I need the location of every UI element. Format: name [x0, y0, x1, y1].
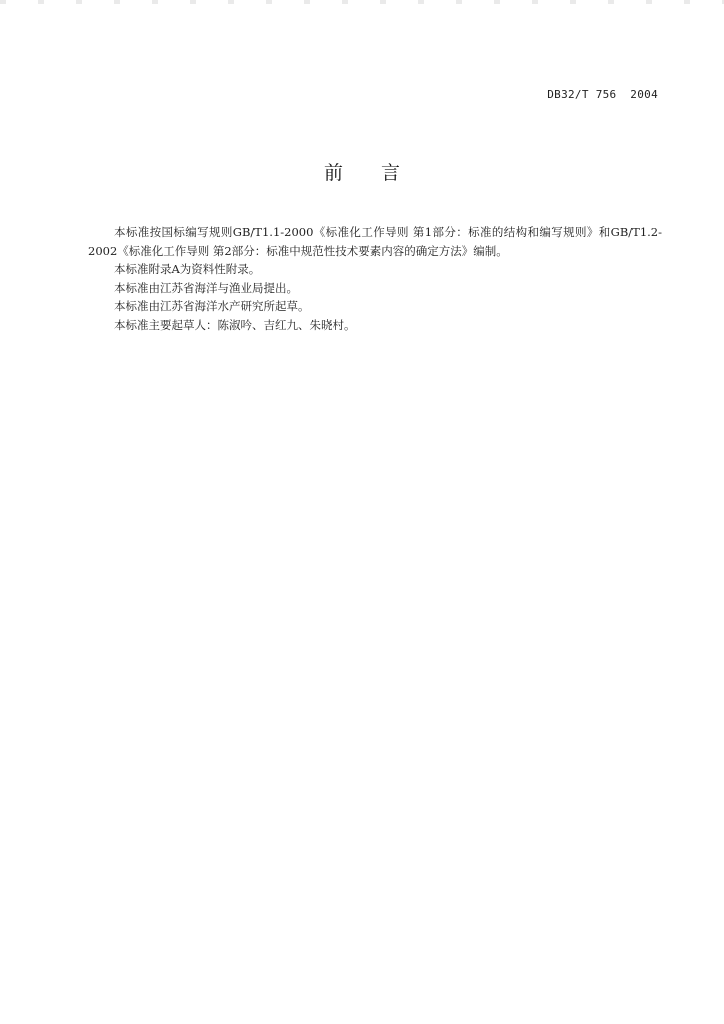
page-title: 前言 [323, 162, 438, 184]
paragraph-proposer: 本标准由江苏省海洋与渔业局提出。 [114, 280, 298, 295]
scan-edge-artifact [0, 0, 724, 4]
paragraph-drafters: 本标准主要起草人：陈淑吟、吉红九、朱晓村。 [114, 317, 356, 332]
paragraph-drafting-rules: 本标准按国标编写规则GB/T1.1-2000《标准化工作导则 第1部分：标准的结构和编写规则》和GB/T1.2-2002《标准化工作导则 第2部分：标准中规范性技术要素内容的确定方法》编制。 [88, 225, 662, 258]
paragraph-appendix: 本标准附录A为资料性附录。 [114, 262, 261, 276]
standard-code: DB32/T 756 2004 [547, 88, 658, 101]
paragraph-drafter-org: 本标准由江苏省海洋水产研究所起草。 [114, 299, 310, 313]
foreword-body [88, 223, 662, 334]
